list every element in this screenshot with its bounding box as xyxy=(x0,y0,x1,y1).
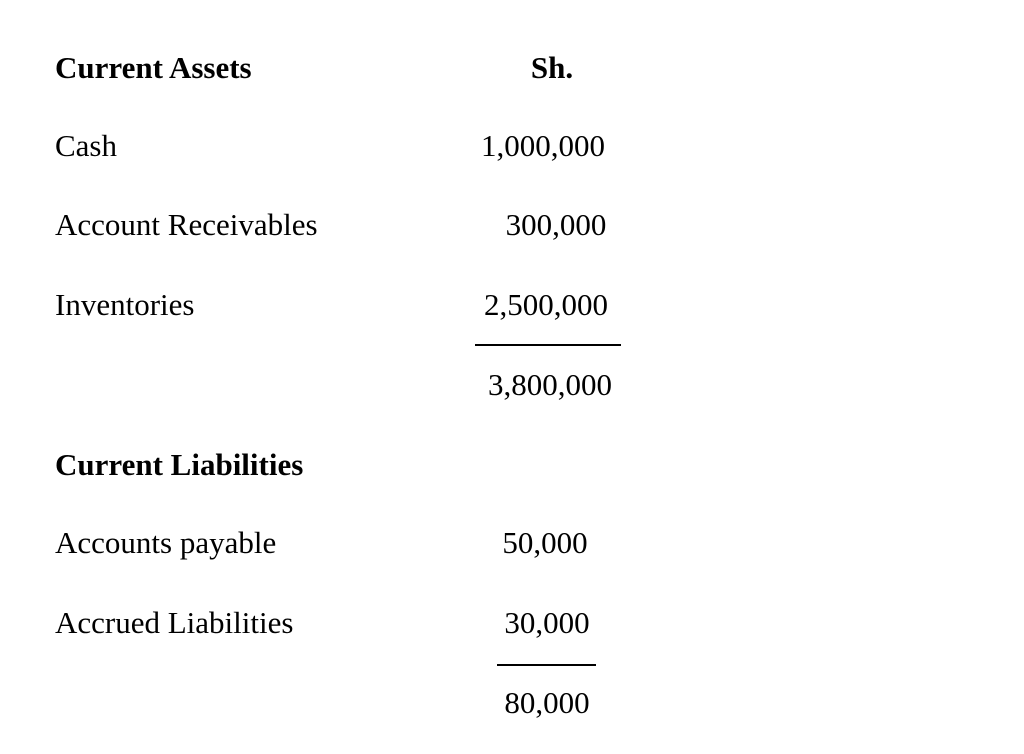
current-assets-heading-row xyxy=(0,48,1024,88)
assets-total-rule xyxy=(475,344,621,346)
assets-total-row xyxy=(0,365,1024,405)
assets-total: 3,800,000 xyxy=(488,367,612,402)
liabilities-total: 80,000 xyxy=(504,685,590,720)
asset-label: Inventories xyxy=(55,287,195,322)
asset-label: Account Receivables xyxy=(55,207,318,242)
asset-amount: 300,000 xyxy=(505,207,607,242)
asset-amount: 2,500,000 xyxy=(484,287,608,322)
liability-amount: 50,000 xyxy=(502,525,588,560)
asset-label: Cash xyxy=(55,128,117,163)
asset-row-inventories xyxy=(0,285,1024,325)
current-liabilities-heading-row xyxy=(0,445,1024,485)
liability-label: Accrued Liabilities xyxy=(55,605,294,640)
liability-amount: 30,000 xyxy=(504,605,590,640)
liability-row-accounts-payable xyxy=(0,523,1024,563)
asset-amount: 1,000,000 xyxy=(481,128,605,163)
liability-label: Accounts payable xyxy=(55,525,277,560)
currency-heading: Sh. xyxy=(530,50,574,85)
liability-row-accrued xyxy=(0,603,1024,643)
asset-row-cash xyxy=(0,126,1024,166)
liabilities-total-rule xyxy=(497,664,596,666)
liabilities-total-row xyxy=(0,683,1024,723)
asset-row-receivables xyxy=(0,205,1024,245)
current-assets-heading: Current Assets xyxy=(55,50,252,85)
current-liabilities-heading: Current Liabilities xyxy=(55,447,304,482)
